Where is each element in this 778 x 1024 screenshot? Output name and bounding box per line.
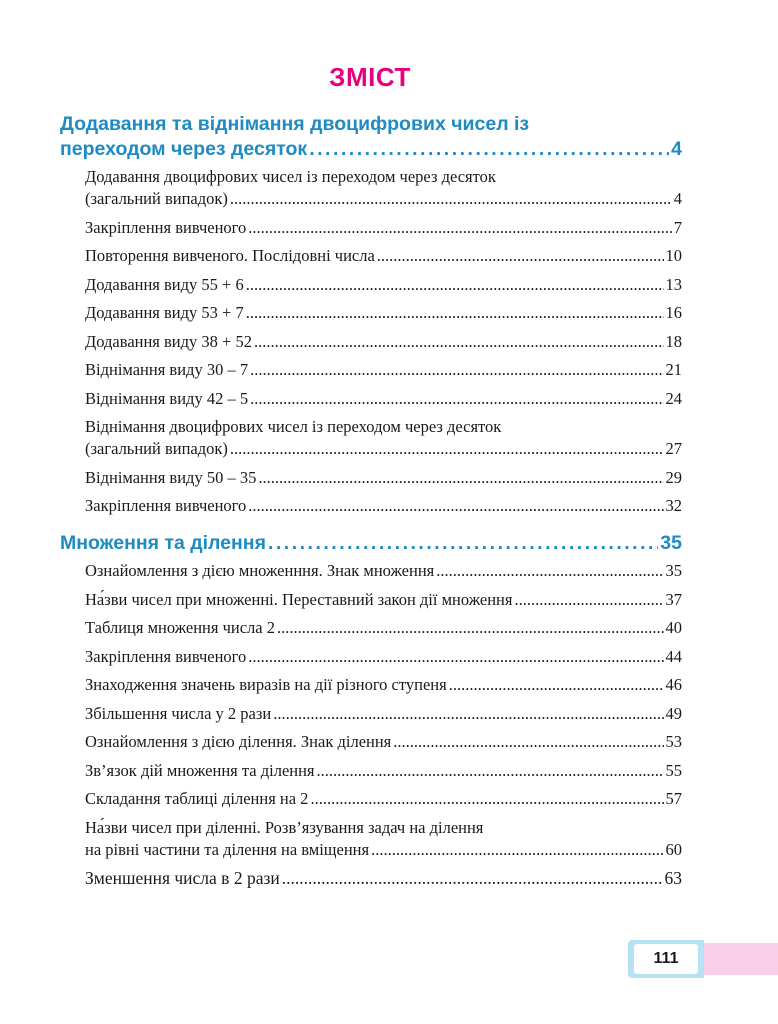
entry-label: Додавання виду 55 + 6 [85,274,244,294]
entry-label: Додавання виду 53 + 7 [85,303,244,322]
toc-entry[interactable] [85,867,682,889]
entry-page-number: 10 [665,246,682,265]
page-title: ЗМІСТ [329,62,411,92]
toc-entry[interactable] [85,166,682,210]
toc-section [60,531,682,889]
entry-page-number: 44 [665,646,682,666]
entry-page-number: 46 [665,675,682,694]
section-heading[interactable] [60,531,682,556]
toc-entry[interactable] [85,245,682,267]
entry-label: Додавання виду 38 + 52 [85,331,252,351]
section-page-number: 35 [660,532,682,554]
toc-entry[interactable] [85,589,682,611]
dot-leader [258,467,663,489]
dot-leader [317,760,664,782]
entry-label: Складання таблиці ділення на 2 [85,789,309,808]
page-number: 111 [634,944,698,974]
toc-entry[interactable] [85,788,682,810]
toc-section [60,112,682,517]
toc-entry[interactable] [85,646,682,668]
dot-leader [514,589,663,611]
toc-entry[interactable] [85,703,682,725]
toc-entry[interactable] [85,388,682,410]
entry-label: Ознайомлення з дією множенння. Знак множення [85,561,435,580]
dot-leader [282,867,663,889]
entry-page-number: 37 [665,589,682,609]
dot-leader [230,438,664,460]
entry-label: (загальний випадок) [85,189,228,208]
table-of-contents [60,112,682,896]
toc-entry[interactable] [85,495,682,517]
dot-leader [393,731,663,753]
entry-page-number: 29 [665,467,682,487]
dot-leader [273,703,663,725]
entry-page-number: 21 [665,360,682,379]
entry-page-number: 63 [664,868,682,888]
entry-label-line1: Віднімання двоцифрових чисел із переходом через десяток [85,417,502,436]
entry-label: На́зви чисел при множенні. Переставний закон дії множення [85,589,513,609]
dot-leader [246,302,664,324]
dot-leader [248,217,671,239]
dot-leader [309,137,669,162]
entry-label: Закріплення вивченого [85,217,247,237]
dot-leader [277,617,664,639]
toc-entry[interactable] [85,560,682,582]
section-heading-label: Множення та ділення [60,532,266,554]
dot-leader [377,245,664,267]
entry-label: Закріплення вивченого [85,646,247,666]
entry-page-number: 4 [673,189,682,208]
entry-label: Віднімання виду 30 – 7 [85,360,249,379]
section-heading-label: переходом через десяток [60,138,308,160]
toc-entry[interactable] [85,217,682,239]
dot-leader [248,646,663,668]
entry-page-number: 32 [665,496,682,515]
toc-entry[interactable] [85,416,682,460]
toc-entry[interactable] [85,731,682,753]
dot-leader [250,388,663,410]
entry-page-number: 7 [673,217,682,237]
section-page-number: 4 [671,138,682,160]
entry-label: Зв’язок дій множення та ділення [85,760,315,780]
dot-leader [449,674,664,696]
dot-leader [371,839,663,861]
dot-leader [310,788,663,810]
dot-leader [436,560,663,582]
toc-entry[interactable] [85,359,682,381]
entry-label: Повторення вивченого. Послідовні числа [85,246,375,265]
entry-page-number: 60 [665,839,682,859]
toc-entry[interactable] [85,331,682,353]
entry-page-number: 57 [665,789,682,808]
entry-page-number: 16 [665,303,682,322]
entry-label: на рівні частини та ділення на вміщення [85,839,370,859]
dot-leader [250,359,663,381]
dot-leader [230,188,672,210]
toc-entry[interactable] [85,274,682,296]
dot-leader [248,495,663,517]
entry-label: Віднімання виду 42 – 5 [85,388,249,408]
dot-leader [268,531,658,556]
entry-label: Збільшення числа у 2 рази [85,703,272,723]
entry-label: Віднімання виду 50 – 35 [85,467,257,487]
entry-page-number: 53 [665,732,682,751]
entry-page-number: 55 [665,760,682,780]
entry-page-number: 13 [665,274,682,294]
toc-entry[interactable] [85,817,682,861]
dot-leader [246,274,664,296]
entry-page-number: 35 [665,561,682,580]
entry-page-number: 49 [665,703,682,723]
section-heading-line1: Додавання та віднімання двоцифрових чисел із [60,113,530,135]
section-heading[interactable] [60,112,682,162]
entry-label: Таблиця множення числа 2 [85,618,275,637]
entry-label: Зменшення числа в 2 рази [85,868,280,888]
toc-entry[interactable] [85,617,682,639]
toc-entry[interactable] [85,302,682,324]
entry-page-number: 18 [665,331,682,351]
toc-entry[interactable] [85,467,682,489]
page-edge-tab [704,943,778,975]
page-number-badge [628,940,704,978]
entry-label-line1: Додавання двоцифрових чисел із переходом через десяток [85,167,496,186]
entry-page-number: 27 [665,439,682,458]
entry-page-number: 24 [665,388,682,408]
entry-label: Ознайомлення з дією ділення. Знак ділення [85,732,392,751]
entry-label: Знаходження значень виразів на дії різного ступеня [85,675,447,694]
entry-label-line1: На́зви чисел при діленні. Розв’язування задач на ділення [85,817,484,837]
entry-label: Закріплення вивченого [85,496,247,515]
entry-label: (загальний випадок) [85,439,228,458]
toc-entry[interactable] [85,674,682,696]
toc-entry[interactable] [85,760,682,782]
entry-page-number: 40 [665,618,682,637]
dot-leader [254,331,664,353]
